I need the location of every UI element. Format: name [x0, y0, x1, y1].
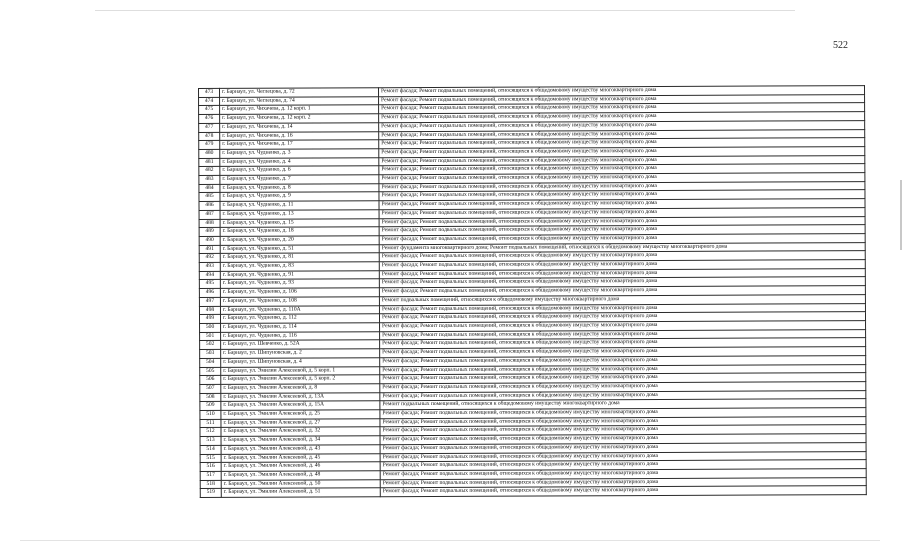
work-type-cell: Ремонт фасада; Ремонт подвальных помещений, относящихся к общедомовому имуществу многоквартирного дома	[379, 164, 865, 175]
row-number-cell: 504	[200, 358, 221, 367]
row-number-cell: 487	[199, 210, 220, 219]
work-type-cell: Ремонт фасада; Ремонт подвальных помещений, относящихся к общедомовому имуществу многоквартирного дома	[379, 147, 865, 158]
work-type-cell: Ремонт фасада; Ремонт подвальных помещений, относящихся к общедомовому имуществу многоквартирного дома	[379, 112, 865, 123]
row-number-cell: 486	[199, 202, 220, 211]
address-cell: г. Барнаул, ул. Эмилии Алексеевой, д. 51	[221, 488, 380, 497]
address-cell: г. Барнаул, ул. Чудненко, д. 3	[220, 149, 379, 158]
address-cell: г. Барнаул, ул. Чудненко, д. 108	[220, 297, 379, 306]
address-cell: г. Барнаул, ул. Чудненко, д. 4	[220, 157, 379, 166]
work-type-cell: Ремонт фасада; Ремонт подвальных помещений, относящихся к общедомовому имуществу многоквартирного дома	[379, 216, 865, 227]
page-number: 522	[833, 40, 848, 51]
work-type-cell: Ремонт фасада; Ремонт подвальных помещений, относящихся к общедомовому имуществу многоквартирного дома	[379, 199, 865, 210]
row-number-cell: 503	[200, 349, 221, 358]
address-cell: г. Барнаул, ул. Чудненко, д. 110А	[220, 305, 379, 314]
address-cell: г. Барнаул, ул. Чудненко, д. 116	[221, 331, 380, 340]
row-number-cell: 511	[200, 419, 221, 428]
address-cell: г. Барнаул, ул. Чудненко, д. 13	[220, 210, 379, 219]
row-number-cell: 474	[199, 97, 220, 106]
row-number-cell: 519	[200, 489, 221, 498]
work-type-cell: Ремонт фасада; Ремонт подвальных помещений, относящихся к общедомовому имуществу многоквартирного дома	[380, 390, 866, 401]
address-cell: г. Барнаул, ул. Эмилии Алексеевой, д. 5 корп. 2	[221, 375, 380, 384]
row-number-cell: 478	[199, 132, 220, 141]
work-type-cell: Ремонт фасада; Ремонт подвальных помещений, относящихся к общедомовому имуществу многоквартирного дома	[379, 303, 865, 314]
work-type-cell: Ремонт фасада; Ремонт подвальных помещений, относящихся к общедомовому имуществу многоквартирного дома	[380, 477, 866, 488]
address-cell: г. Барнаул, ул. Эмилии Алексеевой, д. 8	[221, 384, 380, 393]
row-number-cell: 473	[199, 88, 220, 97]
scan-artifact-bottom-line	[20, 540, 880, 541]
address-cell: г. Барнаул, ул. Чудненко, д. 11	[220, 201, 379, 210]
row-number-cell: 479	[199, 141, 220, 150]
work-type-cell: Ремонт фасада; Ремонт подвальных помещений, относящихся к общедомовому имуществу многоквартирного дома	[380, 460, 866, 471]
work-type-cell: Ремонт фасада; Ремонт подвальных помещений, относящихся к общедомовому имуществу многоквартирного дома	[380, 364, 866, 375]
row-number-cell: 483	[199, 175, 220, 184]
address-cell: г. Барнаул, ул. Эмилии Алексеевой, д. 45	[221, 453, 380, 462]
work-type-cell: Ремонт фасада; Ремонт подвальных помещений, относящихся к общедомовому имуществу многоквартирного дома	[380, 355, 866, 366]
address-cell: г. Барнаул, ул. Чудненко, д. 18	[220, 227, 379, 236]
address-cell: г. Барнаул, ул. Чихачева, д. 14	[220, 123, 379, 132]
address-cell: г. Барнаул, ул. Эмилии Алексеевой, д. 46	[221, 462, 380, 471]
address-cell: г. Барнаул, ул. Чудненко, д. 106	[220, 288, 379, 297]
work-type-cell: Ремонт фасада; Ремонт подвальных помещений, относящихся к общедомовому имуществу многоквартирного дома	[379, 120, 865, 131]
row-number-cell: 500	[200, 323, 221, 332]
work-type-cell: Ремонт фасада; Ремонт подвальных помещений, относящихся к общедомовому имуществу многоквартирного дома	[380, 338, 866, 349]
address-cell: г. Барнаул, ул. Чеглецова, д. 74	[220, 96, 379, 105]
row-number-cell: 494	[199, 271, 220, 280]
address-cell: г. Барнаул, ул. Эмилии Алексеевой, д. 13А	[221, 392, 380, 401]
row-number-cell: 476	[199, 115, 220, 124]
address-cell: г. Барнаул, ул. Эмилии Алексеевой, д. 50	[221, 479, 380, 488]
work-type-cell: Ремонт фасада; Ремонт подвальных помещений, относящихся к общедомовому имуществу многоквартирного дома	[380, 329, 866, 340]
address-cell: г. Барнаул, ул. Чудненко, д. 93	[220, 279, 379, 288]
work-type-cell: Ремонт фасада; Ремонт подвальных помещений, относящихся к общедомовому имуществу многоквартирного дома	[379, 86, 865, 97]
work-type-cell: Ремонт фасада; Ремонт подвальных помещений, относящихся к общедомовому имуществу многоквартирного дома	[379, 155, 865, 166]
address-cell: г. Барнаул, ул. Чихачева, д. 12 корп. 2	[220, 114, 379, 123]
address-cell: г. Барнаул, ул. Чудненко, д. 91	[220, 270, 379, 279]
row-number-cell: 502	[200, 341, 221, 350]
row-number-cell: 497	[199, 297, 220, 306]
row-number-cell: 498	[199, 306, 220, 315]
address-cell: г. Барнаул, ул. Шевченко, д. 52А	[221, 340, 380, 349]
work-type-cell: Ремонт фасада; Ремонт подвальных помещений, относящихся к общедомовому имуществу многоквартирного дома	[379, 138, 865, 149]
row-number-cell: 475	[199, 106, 220, 115]
address-cell: г. Барнаул, ул. Эмилии Алексеевой, д. 5 корп. 1	[221, 366, 380, 375]
row-number-cell: 480	[199, 149, 220, 158]
work-type-cell: Ремонт фасада; Ремонт подвальных помещений, относящихся к общедомовому имуществу многоквартирного дома	[379, 234, 865, 245]
address-cell: г. Барнаул, ул. Эмилии Алексеевой, д. 27	[221, 418, 380, 427]
address-cell: г. Барнаул, ул. Чудненко, д. 8	[220, 183, 379, 192]
row-number-cell: 510	[200, 410, 221, 419]
row-number-cell: 485	[199, 193, 220, 202]
row-number-cell: 512	[200, 428, 221, 437]
row-number-cell: 491	[199, 245, 220, 254]
work-type-cell: Ремонт фасада; Ремонт подвальных помещений, относящихся к общедомовому имуществу многоквартирного дома	[379, 129, 865, 140]
work-type-cell: Ремонт фасада; Ремонт подвальных помещений, относящихся к общедомовому имуществу многоквартирного дома	[379, 312, 865, 323]
row-number-cell: 489	[199, 228, 220, 237]
row-number-cell: 496	[199, 289, 220, 298]
address-cell: г. Барнаул, ул. Чихачева, д. 16	[220, 131, 379, 140]
work-type-cell: Ремонт фасада; Ремонт подвальных помещений, относящихся к общедомовому имуществу многоквартирного дома	[380, 434, 866, 445]
work-type-cell: Ремонт фасада; Ремонт подвальных помещений, относящихся к общедомовому имуществу многоквартирного дома	[379, 173, 865, 184]
row-number-cell: 508	[200, 393, 221, 402]
row-number-cell: 477	[199, 123, 220, 132]
scan-artifact-right-edge	[900, 180, 902, 250]
address-cell: г. Барнаул, ул. Эмилии Алексеевой, д. 48	[221, 471, 380, 480]
work-type-cell: Ремонт фасада; Ремонт подвальных помещений, относящихся к общедомовому имуществу многоквартирного дома	[380, 347, 866, 358]
address-cell: г. Барнаул, ул. Чудненко, д. 81	[220, 253, 379, 262]
row-number-cell: 495	[199, 280, 220, 289]
row-number-cell: 499	[199, 315, 220, 324]
row-number-cell: 515	[200, 454, 221, 463]
address-cell: г. Барнаул, ул. Чудненко, д. 6	[220, 166, 379, 175]
row-number-cell: 493	[199, 262, 220, 271]
address-cell: г. Барнаул, ул. Чудненко, д. 112	[220, 314, 379, 323]
address-cell: г. Барнаул, ул. Эмилии Алексеевой, д. 34	[221, 436, 380, 445]
row-number-cell: 518	[200, 480, 221, 489]
work-type-cell: Ремонт фасада; Ремонт подвальных помещений, относящихся к общедомовому имуществу многоквартирного дома	[379, 103, 865, 114]
table-body	[199, 86, 867, 498]
address-cell: г. Барнаул, ул. Эмилии Алексеевой, д. 15А	[221, 401, 380, 410]
row-number-cell: 488	[199, 219, 220, 228]
row-number-cell: 516	[200, 463, 221, 472]
address-cell: г. Барнаул, ул. Чудненко, д. 15	[220, 218, 379, 227]
row-number-cell: 513	[200, 437, 221, 446]
row-number-cell: 506	[200, 376, 221, 385]
work-type-cell: Ремонт фасада; Ремонт подвальных помещений, относящихся к общедомовому имуществу многоквартирного дома	[379, 190, 865, 201]
row-number-cell: 490	[199, 236, 220, 245]
work-type-cell: Ремонт фасада; Ремонт подвальных помещений, относящихся к общедомовому имуществу многоквартирного дома	[380, 373, 866, 384]
address-cell: г. Барнаул, ул. Шипуновская, д. 4	[221, 358, 380, 367]
work-type-cell: Ремонт фасада; Ремонт подвальных помещений, относящихся к общедомовому имуществу многоквартирного дома	[379, 225, 865, 236]
work-type-cell: Ремонт фасада; Ремонт подвальных помещений, относящихся к общедомовому имуществу многоквартирного дома	[379, 277, 865, 288]
address-cell: г. Барнаул, ул. Чудненко, д. 9	[220, 192, 379, 201]
address-cell: г. Барнаул, ул. Чудненко, д. 114	[221, 323, 380, 332]
address-cell: г. Барнаул, ул. Чудненко, д. 20	[220, 236, 379, 245]
row-number-cell: 481	[199, 158, 220, 167]
work-type-cell: Ремонт фасада; Ремонт подвальных помещений, относящихся к общедомовому имуществу многоквартирного дома	[380, 425, 866, 436]
work-type-cell: Ремонт фасада; Ремонт подвальных помещений, относящихся к общедомовому имуществу многоквартирного дома	[379, 181, 865, 192]
row-number-cell: 509	[200, 402, 221, 411]
work-type-cell: Ремонт фасада; Ремонт подвальных помещений, относящихся к общедомовому имуществу многоквартирного дома	[379, 207, 865, 218]
address-cell: г. Барнаул, ул. Чеглецова, д. 72	[220, 88, 379, 97]
row-number-cell: 517	[200, 471, 221, 480]
work-type-cell: Ремонт фасада; Ремонт подвальных помещений, относящихся к общедомовому имуществу многоквартирного дома	[379, 251, 865, 262]
address-cell: г. Барнаул, ул. Чудненко, д. 51	[220, 244, 379, 253]
work-type-cell: Ремонт фасада; Ремонт подвальных помещений, относящихся к общедомовому имуществу многоквартирного дома	[379, 286, 865, 297]
row-number-cell: 507	[200, 384, 221, 393]
repair-list-table	[198, 85, 867, 498]
work-type-cell: Ремонт фасада; Ремонт подвальных помещений, относящихся к общедомовому имуществу многоквартирного дома	[379, 260, 865, 271]
row-number-cell: 514	[200, 445, 221, 454]
work-type-cell: Ремонт фасада; Ремонт подвальных помещений, относящихся к общедомовому имуществу многоквартирного дома	[380, 381, 866, 392]
work-type-cell: Ремонт фасада; Ремонт подвальных помещений, относящихся к общедомовому имуществу многоквартирного дома	[379, 94, 865, 105]
work-type-cell: Ремонт фасада; Ремонт подвальных помещений, относящихся к общедомовому имуществу многоквартирного дома	[380, 451, 866, 462]
address-cell: г. Барнаул, ул. Чудненко, д. 83	[220, 262, 379, 271]
row-number-cell: 492	[199, 254, 220, 263]
address-cell: г. Барнаул, ул. Шипуновская, д. 2	[221, 349, 380, 358]
work-type-cell: Ремонт фасада; Ремонт подвальных помещений, относящихся к общедомовому имуществу многоквартирного дома	[380, 442, 866, 453]
work-type-cell: Ремонт фасада; Ремонт подвальных помещений, относящихся к общедомовому имуществу многоквартирного дома	[380, 408, 866, 419]
work-type-cell: Ремонт фасада; Ремонт подвальных помещений, относящихся к общедомовому имуществу многоквартирного дома	[379, 268, 865, 279]
address-cell: г. Барнаул, ул. Чудненко, д. 7	[220, 175, 379, 184]
work-type-cell: Ремонт подвальных помещений, относящихся к общедомовому имуществу многоквартирного дома	[380, 399, 866, 410]
work-type-cell: Ремонт фундамента многоквартирного дома; Ремонт подвальных помещений, относящихся к общедомовому имуществу многоквартирного дома	[379, 242, 865, 253]
work-type-cell: Ремонт фасада; Ремонт подвальных помещений, относящихся к общедомовому имуществу многоквартирного дома	[380, 416, 866, 427]
work-type-cell: Ремонт фасада; Ремонт подвальных помещений, относящихся к общедомовому имуществу многоквартирного дома	[380, 469, 866, 480]
address-cell: г. Барнаул, ул. Эмилии Алексеевой, д. 43	[221, 445, 380, 454]
row-number-cell: 484	[199, 184, 220, 193]
work-type-cell: Ремонт фасада; Ремонт подвальных помещений, относящихся к общедомовому имуществу многоквартирного дома	[380, 486, 866, 497]
work-type-cell: Ремонт фасада; Ремонт подвальных помещений, относящихся к общедомовому имуществу многоквартирного дома	[380, 321, 866, 332]
address-cell: г. Барнаул, ул. Эмилии Алексеевой, д. 32	[221, 427, 380, 436]
row-number-cell: 501	[200, 332, 221, 341]
address-cell: г. Барнаул, ул. Чихачева, д. 17	[220, 140, 379, 149]
address-cell: г. Барнаул, ул. Эмилии Алексеевой, д. 25	[221, 410, 380, 419]
row-number-cell: 482	[199, 167, 220, 176]
scan-artifact-top-line	[95, 10, 795, 11]
address-cell: г. Барнаул, ул. Чихачева, д. 12 корп. 1	[220, 105, 379, 114]
work-type-cell: Ремонт подвальных помещений, относящихся к общедомовому имуществу многоквартирного дома	[379, 294, 865, 305]
row-number-cell: 505	[200, 367, 221, 376]
